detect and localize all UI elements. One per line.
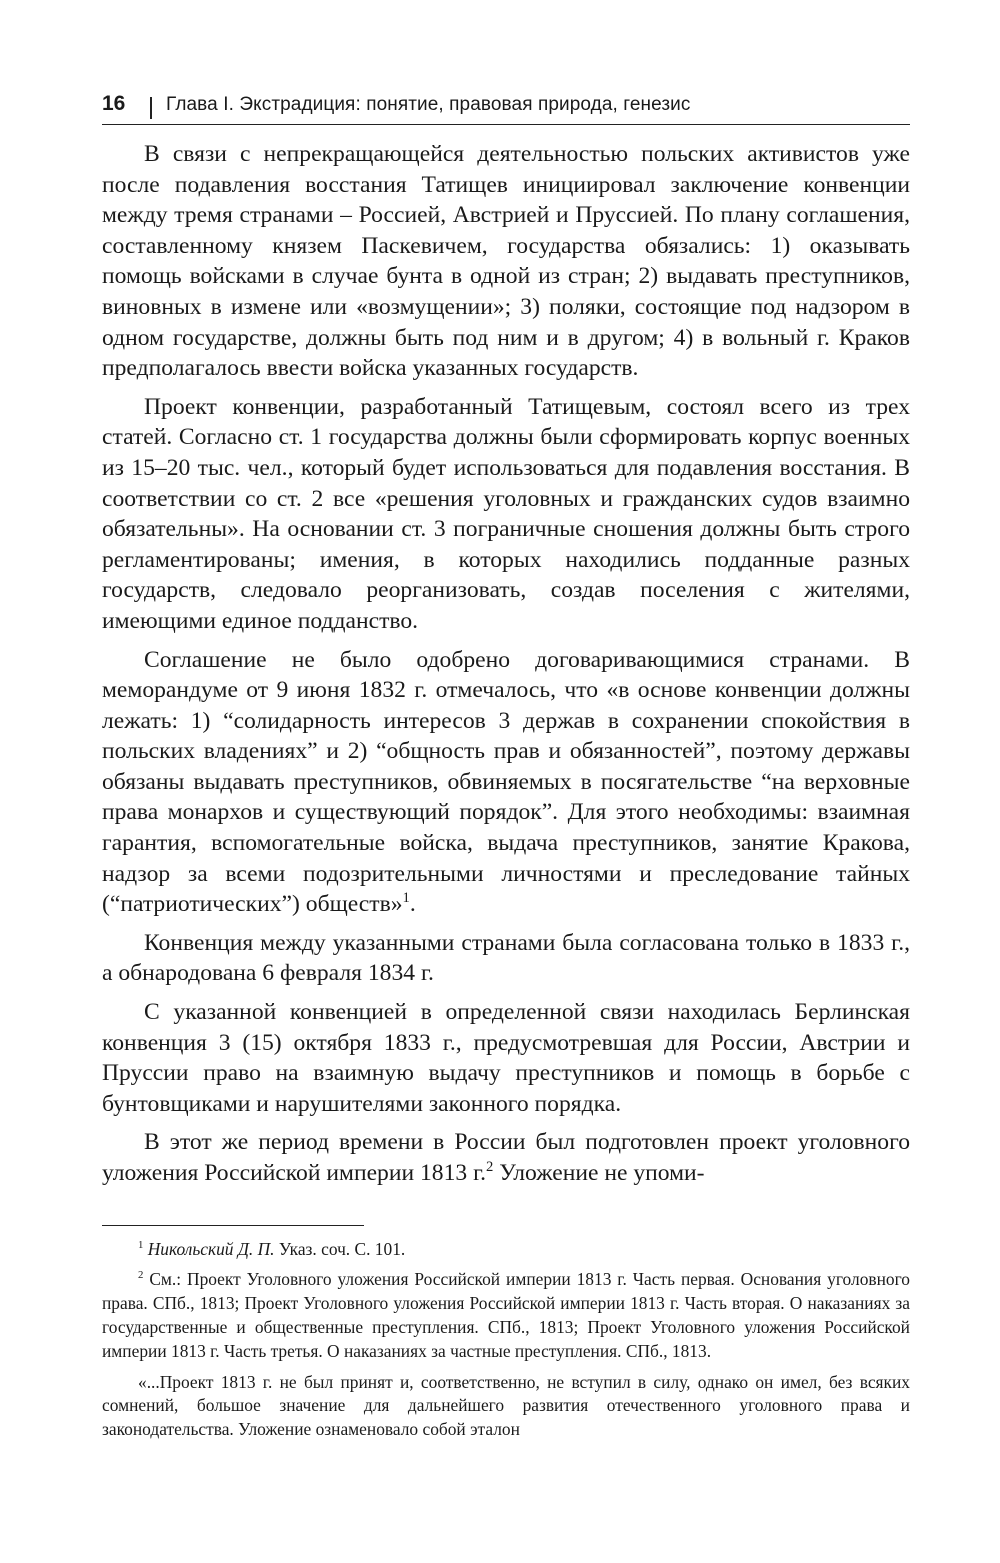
book-page [102, 92, 910, 1442]
footnote-continuation: «...Проект 1813 г. не был принят и, соответственно, не вступил в силу, однако он имел, без всяких сомнений, большое значение для дальнейшего развития отечественного уголовного права и законодательства. Уложение ознаменовало собой эталон [102, 1371, 910, 1440]
running-header [102, 92, 910, 125]
main-text [102, 139, 910, 1189]
paragraph: В этот же период времени в России был подготовлен проект уголовного уложения Российской империи 1813 г.$^2$ Уложение не упоми- [102, 1129, 910, 1186]
page-number: 16 [102, 92, 126, 115]
paragraph: Конвенция между указанными странами была согласована только в 1833 г., а обнародована 6 февраля 1834 г. [102, 929, 910, 987]
paragraph: В связи с непрекращающейся деятельностью польских активистов уже после подавления восстания Татищев инициировал заключение конвенции между тремя странами – Россией, Австрией и Пруссией. По плану соглашения, составленному князем Паскевичем, государства обязались: 1) оказывать помощь войсками в случае бунта в одной из стран; 2) выдавать преступников, виновных в измене или «возмущении»; 3) поляки, состоящие под надзором в одном государстве, должны быть под ним и в другом; 4) в вольный г. Краков предполагалось ввести войска указанных государств. [102, 141, 910, 382]
footnote: $^2$ См.: Проект Уголовного уложения Российской империи 1813 г. Часть первая. Основания уголовного права. СПб., 1813; Проект Уголовного уложения Российской империи 1813 г. Часть вторая. О наказаниях за государственные и общественные преступления. СПб., 1813; Проект Уголовного уложения Российской империи 1813 г. Часть третья. О наказаниях за частные преступления. СПб., 1813. [102, 1269, 910, 1361]
header-separator [150, 97, 152, 119]
paragraph: Проект конвенции, разработанный Татищевым, состоял всего из трех статей. Согласно ст. 1 государства должны были сформировать корпус военных из 15–20 тыс. чел., который будет использоваться для подавления восстания. В соответствии со ст. 2 все «решения уголовных и гражданских судов взаимно обязательны». На основании ст. 3 пограничные сношения должны быть строго регламентированы; имения, в которых находились подданные разных государств, следовало реорганизовать, создав поселения с жителями, имеющими единое подданство. [102, 393, 910, 634]
footnote-ref[interactable]: 2 [486, 1159, 494, 1176]
footnotes [102, 1238, 910, 1442]
footnote: $^1$ Никольский Д. П. Указ. соч. С. 101. [138, 1238, 406, 1259]
footnote-ref[interactable]: 1 [402, 890, 410, 907]
paragraph: Соглашение не было одобрено договаривающимися странами. В меморандуме от 9 июня 1832 г. отмечалось, что «в основе конвенции должны лежать: 1) “солидарность интересов 3 держав в сохранении спокойствия в польских владениях” и 2) “общность прав и обязанностей”, поэтому державы обязаны выдавать преступников, обвиняемых в посягательстве “на верховные права монархов и существующий порядок”. Для этого необходимы: взаимная гарантия, вспомогательные войска, выдача преступников, занятие Кракова, надзор за всеми подозрительными личностями и преследование тайных (“патриотических”) обществ»$^1$. [102, 646, 910, 918]
paragraph: С указанной конвенцией в определенной связи находилась Берлинская конвенция 3 (15) октября 1833 г., предусмотревшая для России, Австрии и Пруссии право на взаимную выдачу преступников и помощь в борьбе с бунтовщиками и нарушителями законного порядка. [102, 999, 910, 1117]
footnote-divider [102, 1225, 364, 1226]
running-title: Глава I. Экстрадиция: понятие, правовая природа, генезис [166, 94, 691, 115]
